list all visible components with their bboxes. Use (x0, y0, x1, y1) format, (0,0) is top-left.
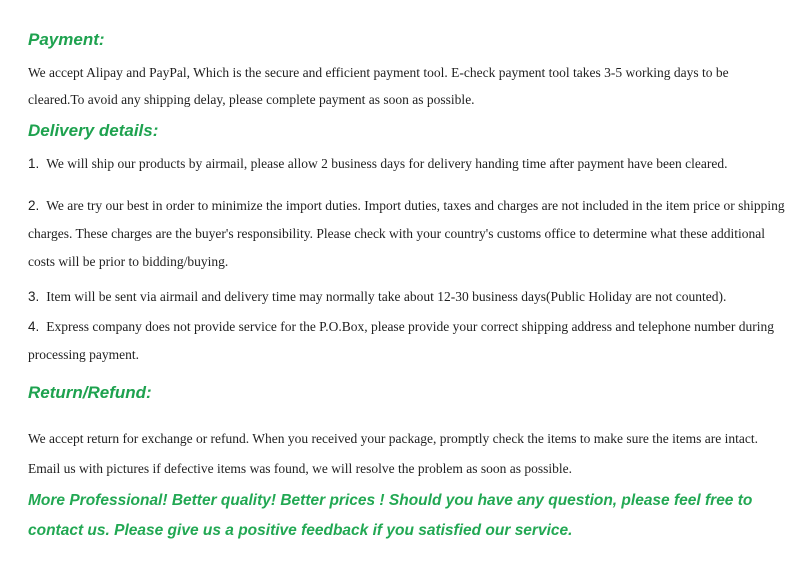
return-heading: Return/Refund: (28, 383, 152, 402)
item-line (28, 283, 790, 311)
payment-line-1: We accept Alipay and PayPal, Which is the secure and efficient payment tool. E-check payment tool takes 3-5 working days to be (28, 65, 729, 80)
delivery-item-4 (28, 313, 790, 369)
payment-paragraph (28, 59, 790, 113)
payment-line-2: cleared.To avoid any shipping delay, please complete payment as soon as possible. (28, 92, 475, 107)
item-number: 4. (28, 319, 40, 334)
item-text: We will ship our products by airmail, please allow 2 business days for delivery handing time after payment have been cleared. (46, 156, 728, 171)
item-number: 1. (28, 156, 40, 171)
payment-section (28, 30, 790, 113)
item-line: costs will be prior to bidding/buying. (28, 254, 229, 269)
footer-note (28, 486, 790, 546)
return-section (28, 383, 790, 484)
delivery-heading: Delivery details: (28, 121, 159, 140)
delivery-item-3 (28, 283, 790, 311)
item-text: Item will be sent via airmail and delivery time may normally take about 12-30 business days(Public Holiday are not counted). (46, 289, 727, 304)
delivery-item-1 (28, 150, 790, 178)
delivery-item-2 (28, 192, 790, 276)
item-number: 2. (28, 198, 40, 213)
item-line (28, 192, 790, 220)
return-paragraph (28, 424, 790, 484)
footer-line-1: More Professional! Better quality! Better prices ! Should you have any question, please feel free to (28, 492, 753, 509)
return-line-2: Email us with pictures if defective items was found, we will resolve the problem as soon as possible. (28, 461, 573, 476)
delivery-section (28, 121, 790, 369)
payment-heading: Payment: (28, 30, 105, 49)
item-text: We are try our best in order to minimize the import duties. Import duties, taxes and charges are not included in the item price or shipping (46, 198, 785, 213)
item-line: charges. These charges are the buyer's responsibility. Please check with your country's customs office to determine what these additional (28, 226, 766, 241)
item-number: 3. (28, 289, 40, 304)
item-line: processing payment. (28, 347, 139, 362)
item-line (28, 313, 790, 341)
return-line-1: We accept return for exchange or refund. When you received your package, promptly check the items to make sure the items are intact. (28, 431, 758, 446)
footer-line-2: contact us. Please give us a positive feedback if you satisfied our service. (28, 522, 573, 539)
item-text: Express company does not provide service for the P.O.Box, please provide your correct shipping address and telephone number during (46, 319, 774, 334)
item-line (28, 150, 790, 178)
